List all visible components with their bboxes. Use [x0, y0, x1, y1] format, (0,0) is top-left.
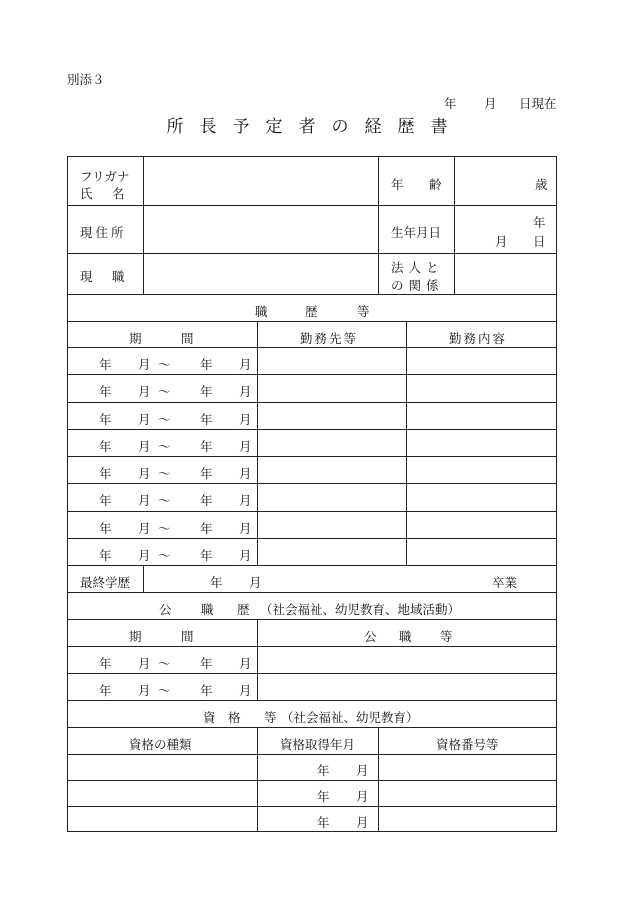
career-row	[68, 511, 556, 538]
career-end-year-unit: 年	[200, 466, 213, 481]
career-end-month-unit: 月	[239, 438, 252, 454]
birth-day-unit: 日	[533, 234, 546, 249]
career-title-2: 歴	[305, 304, 318, 319]
career-row	[68, 402, 556, 429]
qual-type-field[interactable]	[68, 806, 257, 832]
career-end-year-unit: 年	[200, 547, 213, 563]
career-end-year-unit: 年	[200, 411, 213, 427]
qual-number-field[interactable]	[379, 780, 556, 806]
graduation-label: 卒業	[492, 575, 518, 590]
career-tilde-unit: 〜	[158, 520, 171, 536]
career-period-field[interactable]	[68, 511, 257, 538]
public-period-field[interactable]	[68, 646, 257, 673]
career-period-field[interactable]	[68, 538, 257, 565]
job-label-1: 現	[80, 269, 93, 284]
career-end-year-unit: 年	[200, 384, 213, 400]
qual-row	[68, 806, 556, 832]
age-label-1: 年	[391, 177, 404, 192]
career-detail-field[interactable]	[258, 429, 556, 456]
education-month-unit: 月	[249, 575, 262, 590]
career-period-field[interactable]	[68, 483, 257, 510]
qual-month-unit: 月	[356, 763, 369, 778]
career-end-month-unit: 月	[239, 466, 252, 481]
address-field[interactable]	[144, 206, 378, 253]
career-period-header-1: 期	[129, 331, 142, 346]
career-end-month-unit: 月	[239, 520, 252, 536]
qual-year-unit: 年	[317, 789, 330, 804]
public-year-unit: 年	[99, 656, 112, 671]
qual-year-unit: 年	[317, 815, 330, 830]
age-unit: 歳	[535, 177, 548, 192]
qual-title-1: 資	[203, 710, 216, 725]
career-year-unit: 年	[99, 547, 112, 563]
qual-type-header: 資格の種類	[129, 737, 192, 752]
career-month-unit: 月	[138, 466, 151, 481]
qual-type-field[interactable]	[68, 780, 257, 806]
career-row	[68, 429, 556, 456]
career-detail-field[interactable]	[258, 511, 556, 538]
career-tilde-unit: 〜	[158, 493, 171, 509]
career-end-month-unit: 月	[239, 384, 252, 400]
qual-year-unit: 年	[317, 763, 330, 778]
career-detail-field[interactable]	[258, 374, 556, 401]
public-title-1: 公	[159, 602, 172, 617]
public-title-note: （社会福祉、幼児教育、地域活動）	[260, 602, 461, 617]
qual-number-header: 資格番号等	[436, 737, 499, 752]
public-title-3: 歴	[237, 602, 250, 617]
public-title-2: 職	[201, 602, 214, 617]
career-tilde-unit: 〜	[158, 547, 171, 563]
education-year-unit: 年	[210, 575, 223, 590]
career-tilde-unit: 〜	[158, 357, 171, 372]
career-month-unit: 月	[138, 520, 151, 536]
career-period-field[interactable]	[68, 374, 257, 401]
public-period-header-2: 間	[181, 629, 194, 644]
public-month-unit: 月	[138, 656, 151, 671]
career-month-unit: 月	[138, 411, 151, 427]
qual-number-field[interactable]	[379, 806, 556, 832]
career-period-field[interactable]	[68, 429, 257, 456]
career-month-unit: 月	[138, 357, 151, 372]
public-position-header-1: 公	[364, 629, 377, 644]
public-end-year-unit: 年	[200, 656, 213, 671]
qual-title-2: 格	[228, 710, 241, 725]
public-end-month-unit: 月	[239, 656, 252, 671]
qual-date-header: 資格取得年月	[280, 737, 356, 752]
career-tilde-unit: 〜	[158, 466, 171, 481]
name-label-1: 氏	[80, 186, 93, 201]
public-tilde-unit: 〜	[158, 683, 171, 698]
career-row	[68, 538, 556, 565]
career-end-year-unit: 年	[200, 357, 213, 372]
career-year-unit: 年	[99, 493, 112, 509]
date-year-label: 年	[444, 96, 457, 111]
career-period-field[interactable]	[68, 347, 257, 374]
qual-month-unit: 月	[356, 815, 369, 830]
public-end-month-unit: 月	[239, 683, 252, 698]
career-month-unit: 月	[138, 493, 151, 509]
education-label: 最終学歴	[80, 575, 131, 590]
relation-field[interactable]	[455, 254, 556, 294]
date-day-label: 日現在	[519, 96, 557, 111]
qual-title-3: 等	[264, 710, 277, 725]
career-end-year-unit: 年	[200, 438, 213, 454]
qual-month-unit: 月	[356, 789, 369, 804]
career-employer-header: 勤務先等	[300, 331, 359, 346]
public-period-header-1: 期	[129, 629, 142, 644]
public-period-field[interactable]	[68, 673, 257, 700]
age-label-2: 齢	[429, 177, 442, 192]
career-detail-field[interactable]	[258, 347, 556, 374]
career-month-unit: 月	[138, 384, 151, 400]
public-row	[68, 673, 556, 700]
public-position-header-3: 等	[440, 629, 453, 644]
public-end-year-unit: 年	[200, 683, 213, 698]
career-end-year-unit: 年	[200, 493, 213, 509]
career-period-field[interactable]	[68, 456, 257, 483]
career-end-month-unit: 月	[239, 357, 252, 372]
career-period-field[interactable]	[68, 402, 257, 429]
public-detail-field[interactable]	[258, 673, 556, 700]
career-end-year-unit: 年	[200, 520, 213, 536]
career-duties-header: 勤務内容	[449, 331, 508, 346]
career-year-unit: 年	[99, 384, 112, 400]
career-year-unit: 年	[99, 438, 112, 454]
career-detail-field[interactable]	[258, 483, 556, 510]
qual-type-field[interactable]	[68, 754, 257, 780]
career-end-month-unit: 月	[239, 547, 252, 563]
birth-year-unit: 年	[533, 215, 546, 230]
qual-title-note: （社会福祉、幼児教育）	[281, 710, 419, 725]
public-month-unit: 月	[138, 683, 151, 698]
relation-label-1: 法人と	[391, 260, 444, 275]
career-year-unit: 年	[99, 466, 112, 481]
address-label: 現住所	[80, 225, 127, 240]
resume-form	[67, 156, 557, 832]
career-year-unit: 年	[99, 411, 112, 427]
career-title-3: 等	[357, 304, 370, 319]
qual-row	[68, 754, 556, 780]
job-label-2: 職	[112, 269, 125, 284]
career-year-unit: 年	[99, 357, 112, 372]
date-month-label: 月	[484, 96, 497, 111]
relation-label-2: の関係	[391, 278, 444, 293]
career-tilde-unit: 〜	[158, 438, 171, 454]
career-period-header-2: 間	[181, 331, 194, 346]
name-label-2: 名	[112, 186, 125, 201]
career-detail-field[interactable]	[258, 402, 556, 429]
public-row	[68, 646, 556, 673]
career-month-unit: 月	[138, 547, 151, 563]
public-year-unit: 年	[99, 683, 112, 698]
job-field[interactable]	[144, 254, 378, 294]
career-row	[68, 374, 556, 401]
birth-month-unit: 月	[495, 234, 508, 249]
public-position-header-2: 職	[399, 629, 412, 644]
career-row	[68, 456, 556, 483]
qual-number-field[interactable]	[379, 754, 556, 780]
attachment-label: 別添３	[67, 72, 105, 87]
career-row	[68, 347, 556, 374]
career-row	[68, 483, 556, 510]
career-month-unit: 月	[138, 438, 151, 454]
furigana-label: フリガナ	[80, 169, 130, 184]
career-title-1: 職	[255, 304, 268, 319]
career-tilde-unit: 〜	[158, 411, 171, 427]
document-title: 所長予定者の経歴書	[166, 117, 464, 137]
career-end-month-unit: 月	[239, 411, 252, 427]
birthdate-label: 生年月日	[391, 225, 442, 240]
public-detail-field[interactable]	[258, 646, 556, 673]
name-field[interactable]	[144, 157, 378, 205]
public-tilde-unit: 〜	[158, 656, 171, 671]
career-detail-field[interactable]	[258, 456, 556, 483]
career-tilde-unit: 〜	[158, 384, 171, 400]
career-detail-field[interactable]	[258, 538, 556, 565]
career-end-month-unit: 月	[239, 493, 252, 509]
qual-row	[68, 780, 556, 806]
career-year-unit: 年	[99, 520, 112, 536]
